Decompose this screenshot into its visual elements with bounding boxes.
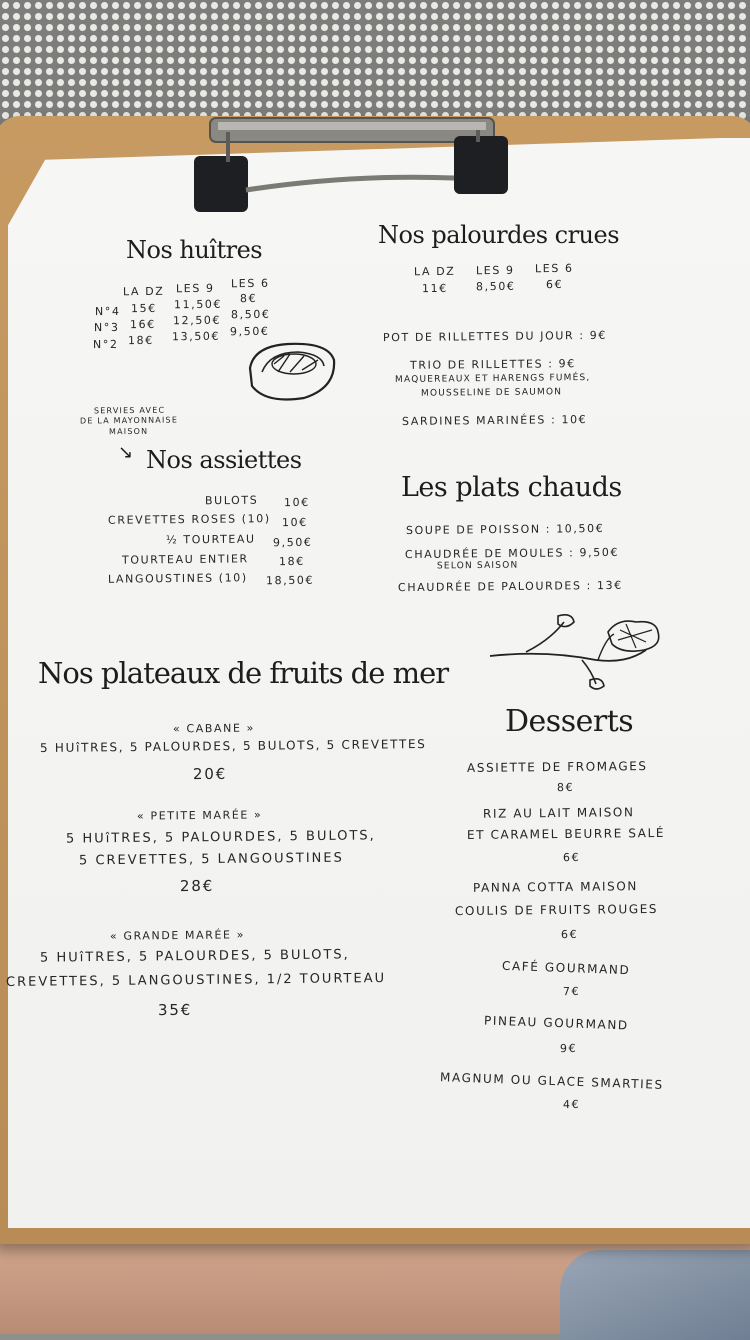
plateau-price: 20€ <box>192 764 228 784</box>
huitre-row-dz: 15€ <box>130 301 157 316</box>
floor-object <box>560 1250 750 1340</box>
huitre-row-9: 13,50€ <box>171 329 221 344</box>
assiettes-note: SERVIES AVEC <box>93 405 166 416</box>
assiette-price: 10€ <box>281 515 308 530</box>
dessert-price: 7€ <box>562 984 581 999</box>
assiette-name: TOURTEAU ENTIER <box>121 552 249 567</box>
sardines: SARDINES MARINÉES : 10€ <box>401 413 588 428</box>
dessert-name: ET CARAMEL BEURRE SALÉ <box>466 825 666 843</box>
huitre-row-6: 8,50€ <box>230 307 271 322</box>
chaudree-palourdes: CHAUDRÉE DE PALOURDES : 13€ <box>397 578 623 595</box>
rillettes-trio-desc: MOUSSELINE DE SAUMON <box>420 387 563 399</box>
dessert-name: MAGNUM OU GLACE SMARTIES <box>439 1070 664 1092</box>
plateau-content: 5 HUîTRES, 5 PALOURDES, 5 BULOTS, <box>65 828 376 847</box>
arrow-icon: ↘ <box>118 442 134 462</box>
assiette-price: 18,50€ <box>265 573 315 588</box>
plateaux-title: Nos plateaux de fruits de mer <box>38 656 449 690</box>
assiettes-note: DE LA MAYONNAISE <box>79 415 179 426</box>
dessert-name: PINEAU GOURMAND <box>483 1013 629 1033</box>
assiette-name: ½ TOURTEAU <box>165 532 256 547</box>
palourdes-price-9: 8,50€ <box>475 279 516 294</box>
palourdes-price-dz: 11€ <box>421 281 448 296</box>
assiette-price: 9,50€ <box>272 535 313 550</box>
huitre-row-9: 11,50€ <box>173 297 223 312</box>
palourdes-title: Nos palourdes crues <box>378 221 620 249</box>
assiette-name: BULOTS <box>204 493 259 508</box>
huitre-row-6: 9,50€ <box>229 324 270 339</box>
flower-sprig-icon <box>486 610 666 694</box>
dessert-price: 6€ <box>562 850 581 865</box>
plateau-content: 5 CREVETTES, 5 LANGOUSTINES <box>78 850 344 869</box>
plateau-price: 35€ <box>157 1000 193 1020</box>
huitre-row-dz: 16€ <box>129 317 156 332</box>
chaudree-moules-note: SELON SAISON <box>436 560 519 572</box>
huitre-row-dz: 18€ <box>127 333 154 348</box>
rillettes-trio: TRIO DE RILLETTES : 9€ <box>409 357 576 372</box>
plateau-name: « GRANDE MARÉE » <box>109 928 246 943</box>
lemon-slice-icon <box>244 338 340 406</box>
dessert-name: COULIS DE FRUITS ROUGES <box>454 901 659 919</box>
dessert-price: 6€ <box>560 927 579 942</box>
dessert-name: ASSIETTE DE FROMAGES <box>466 759 648 775</box>
plateau-content: CREVETTES, 5 LANGOUSTINES, 1/2 TOURTEAU <box>5 971 387 990</box>
plateau-name: « CABANE » <box>172 721 255 736</box>
palourdes-col-dz: LA DZ <box>413 264 456 279</box>
assiette-price: 18€ <box>278 554 305 569</box>
dessert-name: RIZ AU LAIT MAISON <box>482 805 635 821</box>
huitres-col-9: LES 9 <box>175 281 215 296</box>
assiette-price: 10€ <box>283 495 310 510</box>
chaudree-moules: CHAUDRÉE DE MOULES : 9,50€ <box>404 545 620 562</box>
huitre-row-label: N°2 <box>92 337 119 352</box>
clipboard-clip-icon <box>192 112 512 216</box>
dessert-name: PANNA COTTA MAISON <box>472 879 639 895</box>
huitre-row-9: 12,50€ <box>172 313 222 328</box>
huitre-row-6: 8€ <box>239 291 258 306</box>
assiette-name: LANGOUSTINES (10) <box>107 571 248 586</box>
dessert-price: 4€ <box>562 1097 581 1112</box>
huitre-row-label: N°4 <box>94 304 121 319</box>
huitre-row-label: N°3 <box>93 320 120 335</box>
huitres-col-6: LES 6 <box>230 276 270 291</box>
huitres-col-dz: LA DZ <box>122 284 165 299</box>
assiettes-title: Nos assiettes <box>146 446 302 474</box>
desserts-title: Desserts <box>505 704 634 739</box>
rillettes-pot: POT DE RILLETTES DU JOUR : 9€ <box>382 328 607 345</box>
dessert-name: CAFÉ GOURMAND <box>501 958 631 978</box>
chauds-title: Les plats chauds <box>401 472 622 503</box>
palourdes-col-6: LES 6 <box>534 261 574 276</box>
palourdes-price-6: 6€ <box>545 277 564 292</box>
dessert-price: 8€ <box>556 780 575 795</box>
soupe-poisson: SOUPE DE POISSON : 10,50€ <box>405 521 605 538</box>
palourdes-col-9: LES 9 <box>475 263 515 278</box>
plateau-content: 5 HUîTRES, 5 PALOURDES, 5 BULOTS, 5 CREVETTES <box>39 736 427 756</box>
huitres-title: Nos huîtres <box>126 236 263 264</box>
plateau-price: 28€ <box>179 876 215 896</box>
assiette-name: CREVETTES ROSES (10) <box>107 512 271 527</box>
assiettes-note: MAISON <box>108 426 149 437</box>
rillettes-trio-desc: MAQUEREAUX ET HARENGS FUMÉS, <box>394 372 591 386</box>
plateau-content: 5 HUîTRES, 5 PALOURDES, 5 BULOTS, <box>39 947 350 966</box>
dessert-price: 9€ <box>559 1041 578 1056</box>
plateau-name: « PETITE MARÉE » <box>136 808 263 823</box>
